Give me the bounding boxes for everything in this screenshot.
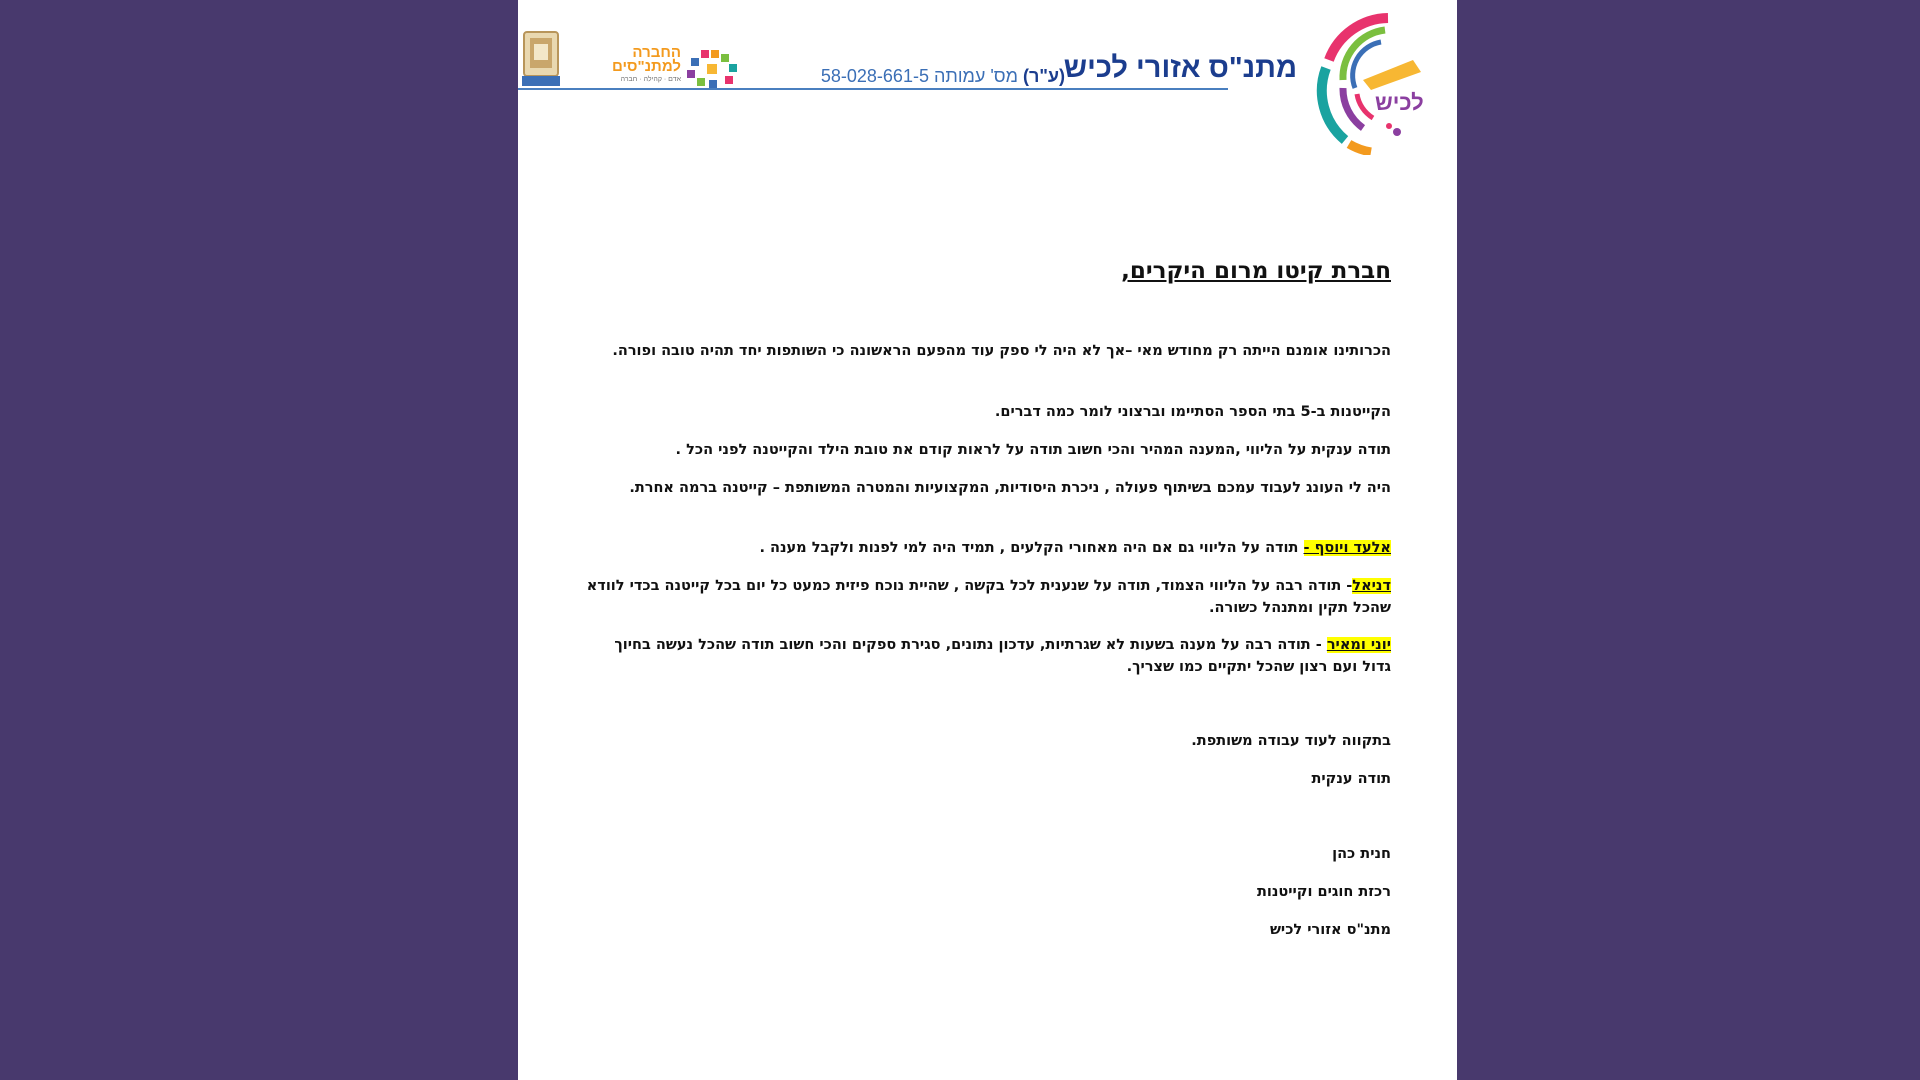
thanks-name-highlight: יוני ומאיר <box>1326 637 1391 653</box>
thanks-text: - תודה רבה על מענה בשעות לא שגרתיות, עדכון נתונים, סגירת ספקים והכי חשוב תודה שהכל נעשה בחיוך גדול ועם רצון שהכל יתקיים כמו שצריך. <box>614 637 1391 675</box>
paragraph-cooperation: היה לי העונג לעבוד עמכם בשיתוף פעולה , ניכרת היסודיות, המקצועיות והמטרה המשותפת – קייטנה ברמה אחרת. <box>629 480 1391 496</box>
partner-name-line2: למתנ"סים <box>611 58 681 75</box>
regional-council-emblem <box>522 30 560 88</box>
paragraph-camps-ended: הקייטנות ב-5 בתי הספר הסתיימו וברצוני לומר כמה דברים. <box>994 404 1391 420</box>
thanks-name-highlight: אלעד ויוסף - <box>1303 540 1391 556</box>
partner-name-line1: החברה <box>632 44 681 61</box>
lachish-logo <box>1293 10 1433 155</box>
closing-hope: בתקווה לעוד עבודה משותפת. <box>1191 733 1391 749</box>
thanks-item <box>581 575 1391 619</box>
thanks-item <box>581 537 1391 559</box>
registration-prefix: (ע"ר) <box>1022 66 1065 86</box>
salutation: חברת קיטו מרום היקרים, <box>1121 258 1391 284</box>
thanks-text: - תודה רבה על הליווי הצמוד, תודה על שנענית לכל בקשה , שהיית נוכח פיזית כמעט כל יום בכל קייטנה בכדי לוודא שהכל תקין ומתנהל כשורה. <box>586 578 1391 616</box>
thanks-text: תודה על הליווי גם אם היה מאחורי הקלעים , תמיד היה למי לפנות ולקבל מענה . <box>759 540 1304 556</box>
logo-lachish-text: לכיש <box>1375 90 1424 115</box>
letterhead <box>518 0 1457 160</box>
closing-thanks: תודה ענקית <box>1311 771 1391 787</box>
partner-logo <box>603 44 743 90</box>
registration-number: מס' עמותה 58-028-661-5 <box>820 66 1018 86</box>
registration-line <box>821 66 1065 87</box>
thanks-name-highlight: דניאל <box>1352 578 1391 594</box>
paragraph-intro: הכרותינו אומנם הייתה רק מחודש מאי –אך לא היה לי ספק עוד מהפעם הראשונה כי השותפות יחד תהיה טובה ופורה. <box>612 343 1391 359</box>
partner-dots-icon <box>685 48 739 88</box>
org-name: מתנ"ס אזורי לכיש <box>1063 52 1297 84</box>
document-page <box>518 0 1457 1080</box>
partner-tagline: אדם · קהילה · חברה <box>620 76 681 83</box>
signature-name: חנית כהן <box>1332 846 1391 862</box>
signature-org: מתנ"ס אזורי לכיש <box>1269 922 1391 938</box>
partner-name <box>603 46 681 84</box>
signature-role: רכזת חוגים וקייטנות <box>1256 884 1391 900</box>
paragraph-thanks-support: תודה ענקית על הליווי ,המענה המהיר והכי חשוב תודה על לראות קודם את טובת הילד והקייטנה לפני הכל . <box>675 442 1391 458</box>
thanks-item <box>581 634 1391 678</box>
